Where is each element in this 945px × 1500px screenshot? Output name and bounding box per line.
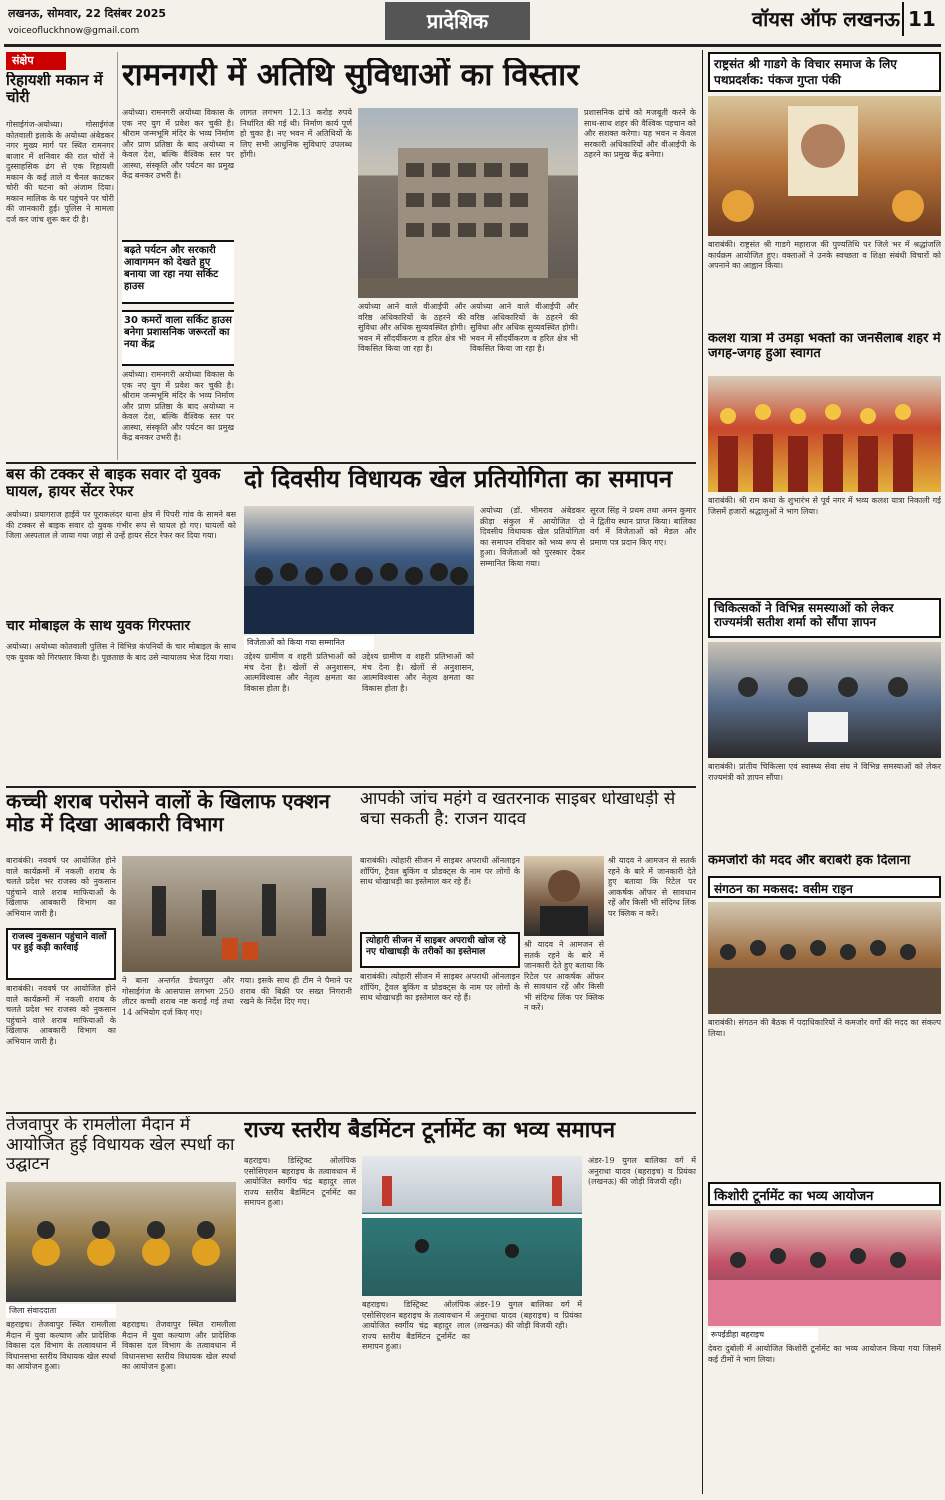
tejaypur-headline: तेजवापुर के रामलीला मैदान में आयोजित हुई विधायक खेल स्पर्धा का उद्घाटन [6, 1116, 235, 1175]
court-illustration [362, 1156, 582, 1296]
raid-photo-illustration [122, 856, 352, 972]
memorandum-illustration [708, 642, 941, 758]
right-story1-photo [708, 96, 941, 236]
right-story3-photo [708, 642, 941, 758]
right-story4-subhead: संगठन का मकसद: वसीम राइन [708, 876, 941, 898]
section-divider [6, 786, 696, 788]
lead-photo-building [358, 108, 578, 298]
ceremony-illustration [6, 1182, 236, 1302]
group-photo-illustration [244, 506, 474, 634]
right-story4-photo [708, 902, 941, 1014]
tejaypur-body-col1: बहराइच। तेजवापुर स्थित रामलीला मैदान में युवा कल्याण और प्रादेशिक विकास दल विभाग के तत्वावधान में विधानसभा स्तरीय विधायक खेल स्पर्धा का आयोजन हुआ। [6, 1320, 116, 1371]
cyber-body-col3: श्री यादव ने आमजन से सतर्क रहने के बारे में जानकारी देते हुए बताया कि रिटेल पर आकर्षक ऑफर से सावधान रहें और किसी भी संदिग्ध लिंक पर क्लिक न करें। [608, 856, 696, 918]
sports-headline: दो दिवसीय विधायक खेल प्रतियोगिता का समापन [244, 466, 673, 493]
badminton-body-col4: अंडर-19 युगल बालिका वर्ग में अनुराधा यादव (बहराइच) व प्रियंका (लखनऊ) की जोड़ी विजयी रही। [588, 1156, 696, 1186]
right-story3-body: बाराबंकी। प्रांतीय चिकित्सा एवं स्वास्थ्य सेवा संघ ने विभिन्न समस्याओं को लेकर राज्यमंत्री को ज्ञापन सौंपा। [708, 762, 941, 782]
tejaypur-caption: जिला संवाददाता [6, 1304, 116, 1318]
right-story2-photo [708, 376, 941, 492]
badminton-headline: राज्य स्तरीय बैडमिंटन टूर्नामेंट का भव्य समापन [244, 1118, 616, 1143]
brief-body-theft: गोसाईगंज-अयोध्या। गोसाईगंज कोतवाली इलाके के अयोध्या अंबेडकर नगर मुख्य मार्ग पर स्थित रामनगर बाजार में शनिवार की रात चोरों ने दुस्साहसिक ढंग से एक रिहायशी मकान के कई ताले व चैनल काटकर चोरी की घटना को अंजाम दिया। मकान मालिक के घर पहुंचने पर चोरी की जानकारी हुई। पुलिस ने मामला दर्ज कर जांच शुरू कर दी है। [6, 120, 114, 224]
tribute-illustration [708, 96, 941, 236]
tournament-illustration [708, 1210, 941, 1326]
brief-body-accident: अयोध्या। प्रयागराज हाईवे पर पूराकलंदर थाना क्षेत्र में पिपरी गांव के सामने बस की टक्कर से बाइक सवार दो युवक गंभीर रूप से घायल हो गए। घायलों को जिला अस्पताल ले जाया गया जहां से उन्हें हायर सेंटर रेफर कर दिया गया। [6, 510, 236, 540]
lead-body-col5: प्रशासनिक ढांचे को मजबूती करने के साथ-साथ शहर की वैश्विक पहचान को और सशक्त करेगा। यह भवन न केवल सरकारी अधिकारियों और वीआईपी के ठहरने का प्रमुख केंद्र बनेगा। [584, 108, 696, 159]
section-title: प्रादेशिक [385, 2, 530, 40]
excise-body-col1: बाराबंकी। नववर्ष पर आयोजित होने वाले कार्यक्रमों में नकली शराब के चलते प्रदेश भर राजस्व को नुकसान पहुंचाने वाले शराब माफियाओं के खिलाफ आबकारी विभाग का अभियान जारी है। [6, 856, 116, 918]
contact-email[interactable]: voiceofluckhnow@gmail.com [8, 26, 140, 36]
right-column-divider [702, 50, 703, 1494]
right-story2-headline: कलश यात्रा में उमड़ा भक्तों का जनसैलाब शहर में जगह-जगह हुआ स्वागत [708, 332, 941, 361]
cyber-body-col2: श्री यादव ने आमजन से सतर्क रहने के बारे में जानकारी देते हुए बताया कि रिटेल पर आकर्षक ऑफर से सावधान रहें और किसी भी संदिग्ध लिंक पर क्लिक न करें। [524, 940, 604, 1012]
lead-body-col1: अयोध्या। रामनगरी अयोध्या विकास के एक नए युग में प्रवेश कर चुकी है। श्रीराम जन्मभूमि मंदिर के भव्य निर्माण और प्राण प्रतिष्ठा के बाद अयोध्या न केवल देश, बल्कि वैश्विक स्तर पर आस्था, संस्कृति और पर्यटन का प्रमुख केंद्र बनकर उभरी है। [122, 108, 234, 180]
lead-body-col1b: अयोध्या। रामनगरी अयोध्या विकास के एक नए युग में प्रवेश कर चुकी है। श्रीराम जन्मभूमि मंदिर के भव्य निर्माण और प्राण प्रतिष्ठा के बाद अयोध्या न केवल देश, बल्कि वैश्विक स्तर पर आस्था, संस्कृति और पर्यटन का प्रमुख केंद्र बनकर उभरी है। [122, 370, 234, 442]
brief-headline-theft: रिहायशी मकान में चोरी [6, 72, 103, 107]
badminton-body-col1: बहराइच। डिस्ट्रिक्ट ओलंपिक एसोसिएशन बहराइच के तत्वावधान में आयोजित स्वर्गीय चंद्र बहादुर लाल राज्य स्तरीय बैडमिंटन टूर्नामेंट का समापन हुआ। [244, 1156, 356, 1207]
sports-body-col2: उद्देश्य ग्रामीण व शहरी प्रतिभाओं को मंच देना है। खेलों से अनुशासन, आत्मविश्वास और नेतृत्व क्षमता का विकास होता है। [362, 652, 474, 693]
excise-headline: कच्ची शराब परोसने वालों के खिलाफ एक्शन मोड में दिखा आबकारी विभाग [6, 790, 330, 836]
section-divider [6, 1112, 696, 1114]
right-story5-body: देवरा दुबोली में आयोजित किशोरी टूर्नामेंट का भव्य आयोजन किया गया जिसमें कई टीमों ने भाग लिया। [708, 1344, 941, 1364]
cyber-body-col1b: बाराबंकी। त्योहारी सीजन में साइबर अपराधी ऑनलाइन शॉपिंग, ट्रैवल बुकिंग व प्रोडक्ट्स के नाम पर लोगों के साथ धोखाधड़ी का इस्तेमाल कर रहे हैं। [360, 972, 520, 1002]
procession-illustration [708, 376, 941, 492]
brief-body-mobile: अयोध्या। अयोध्या कोतवाली पुलिस ने विभिन्न कंपनियों के चार मोबाइल के साथ एक युवक को गिरफ्तार किया है। पूछताछ के बाद उसे न्यायालय भेज दिया गया। [6, 642, 236, 662]
lead-body-col3: अयोध्या आने वाले वीआईपी और वरिष्ठ अधिकारियों के ठहरने की सुविधा और अधिक सुव्यवस्थित होगी। भवन में सौंदर्यीकरण व हरित क्षेत्र भी विकसित किया जा रहा है। [358, 302, 466, 353]
column-divider [117, 52, 118, 460]
excise-body-col3: गया। इसके साथ ही टीम ने पैमाने पर शराब की बिक्री पर सख्त निगरानी रखने के निर्देश दिए गए। [240, 976, 352, 1006]
section-divider [6, 462, 696, 464]
cyber-portrait [524, 856, 604, 936]
right-story1-headline: राष्ट्रसंत श्री गाडगे के विचार समाज के लिए पथप्रदर्शक: पंकज गुप्ता पंकी [708, 52, 941, 92]
cyber-body-col1: बाराबंकी। त्योहारी सीजन में साइबर अपराधी ऑनलाइन शॉपिंग, ट्रैवल बुकिंग व प्रोडक्ट्स के नाम पर लोगों के साथ धोखाधड़ी का इस्तेमाल कर रहे हैं। [360, 856, 520, 886]
excise-body-col2: ने बाना अन्तर्गत डेचलपुरा और गोसाईगंज के आसपास लगभग 250 लीटर कच्ची शराब नष्ट कराई गई तथा 14 अभियोग दर्ज किए गए। [122, 976, 234, 1017]
tejaypur-body-col2: बहराइच। तेजवापुर स्थित रामलीला मैदान में युवा कल्याण और प्रादेशिक विकास दल विभाग के तत्वावधान में विधानसभा स्तरीय विधायक खेल स्पर्धा का आयोजन हुआ। [122, 1320, 236, 1371]
sports-body-col3: अयोध्या (डॉ. भीमराव अंबेडकर क्रीड़ा संकुल में आयोजित दो दिवसीय विधायक खेल प्रतियोगिता का समापन रविवार को भव्य रूप से हुआ। विजेताओं को पुरस्कार देकर सम्मानित किया गया। [480, 506, 585, 568]
brief-headline-mobile: चार मोबाइल के साथ युवक गिरफ्तार [6, 618, 191, 634]
excise-kicker: राजस्व नुकसान पहुंचाने वालों पर हुई कड़ी कार्रवाई [6, 928, 116, 980]
brief-label: संक्षेप [6, 52, 66, 70]
lead-body-col4: अयोध्या आने वाले वीआईपी और वरिष्ठ अधिकारियों के ठहरने की सुविधा और अधिक सुव्यवस्थित होगी। भवन में सौंदर्यीकरण व हरित क्षेत्र भी विकसित किया जा रहा है। [470, 302, 578, 353]
right-story5-headline: किशोरी टूर्नामेंट का भव्य आयोजन [708, 1182, 941, 1206]
sports-photo [244, 506, 474, 634]
masthead-brand: वॉयस ऑफ लखनऊ [752, 7, 900, 31]
right-story5-caption: रूपईडीहा बहराइच [708, 1328, 818, 1342]
right-story2-body: बाराबंकी। श्री राम कथा के शुभारंभ से पूर्व नगर में भव्य कलश यात्रा निकाली गई जिसमें हजारों श्रद्धालुओं ने भाग लिया। [708, 496, 941, 516]
cyber-kicker: त्योहारी सीजन में साइबर अपराधी खोज रहे नए धोखाधड़ी के तरीकों का इस्तेमाल [360, 932, 520, 968]
right-story4-headline: कमजोरों की मदद और बराबरी हक दिलाना [708, 854, 911, 868]
issue-date: लखनऊ, सोमवार, 22 दिसंबर 2025 [8, 7, 167, 20]
portrait-illustration [524, 856, 604, 936]
right-story4-body: बाराबंकी। संगठन की बैठक में पदाधिकारियों ने कमजोर वर्गों की मदद का संकल्प लिया। [708, 1018, 941, 1038]
page-number: 11 [902, 2, 942, 36]
right-story1-body: बाराबंकी। राष्ट्रसंत श्री गाडगे महाराज की पुण्यतिथि पर जिले भर में श्रद्धांजलि कार्यक्रम आयोजित हुए। वक्ताओं ने उनके स्वच्छता व शिक्षा संबंधी विचारों को अपनाने का आह्वान किया। [708, 240, 941, 270]
lead-body-col2: लागत लगभग 12.13 करोड़ रुपये निर्धारित की गई थी। निर्माण कार्य पूर्ण हो चुका है। नए भवन में अतिथियों के लिए सभी आधुनिक सुविधाएं उपलब्ध होंगी। [240, 108, 352, 159]
sports-caption: विजेताओं को किया गया सम्मानित [244, 636, 374, 650]
lead-subhead-2: 30 कमरों वाला सर्किट हाउस बनेगा प्रशासनिक जरूरतों का नया केंद्र [122, 310, 234, 366]
badminton-body-col2: बहराइच। डिस्ट्रिक्ट ओलंपिक एसोसिएशन बहराइच के तत्वावधान में आयोजित स्वर्गीय चंद्र बहादुर लाल राज्य स्तरीय बैडमिंटन टूर्नामेंट का समापन हुआ। [362, 1300, 470, 1351]
meeting-illustration [708, 902, 941, 1014]
excise-body-col1b: बाराबंकी। नववर्ष पर आयोजित होने वाले कार्यक्रमों में नकली शराब के चलते प्रदेश भर राजस्व को नुकसान पहुंचाने वाले शराब माफियाओं के खिलाफ आबकारी विभाग का अभियान जारी है। [6, 984, 116, 1046]
sports-body-col4: सूरज सिंह ने प्रथम तथा अमन कुमार ने द्वितीय स्थान प्राप्त किया। बालिका वर्ग में विजेताओं को मेडल और प्रमाण पत्र प्रदान किए गए। [590, 506, 696, 547]
lead-headline: रामनगरी में अतिथि सुविधाओं का विस्तार [122, 58, 579, 93]
sports-body-col1: उद्देश्य ग्रामीण व शहरी प्रतिभाओं को मंच देना है। खेलों से अनुशासन, आत्मविश्वास और नेतृत्व क्षमता का विकास होता है। [244, 652, 356, 693]
badminton-body-col3: अंडर-19 युगल बालिका वर्ग में अनुराधा यादव (बहराइच) व प्रियंका (लखनऊ) की जोड़ी विजयी रही। [474, 1300, 582, 1330]
tejaypur-photo [6, 1182, 236, 1302]
lead-subhead-1: बढ़ते पर्यटन और सरकारी आवागमन को देखते हुए बनाया जा रहा नया सर्किट हाउस [122, 240, 234, 304]
right-story5-photo [708, 1210, 941, 1326]
brief-headline-accident: बस की टक्कर से बाइक सवार दो युवक घायल, हायर सेंटर रेफर [6, 466, 221, 501]
badminton-photo [362, 1156, 582, 1296]
excise-photo [122, 856, 352, 972]
header-rule [4, 44, 941, 47]
building-illustration [358, 108, 578, 298]
cyber-headline: आपकी जांच महंगे व खतरनाक साइबर धोखाधड़ी से बचा सकती है: राजन यादव [360, 790, 676, 829]
right-story3-headline: चिकित्सकों ने विभिन्न समस्याओं को लेकर राज्यमंत्री सतीश शर्मा को सौंपा ज्ञापन [708, 598, 941, 638]
